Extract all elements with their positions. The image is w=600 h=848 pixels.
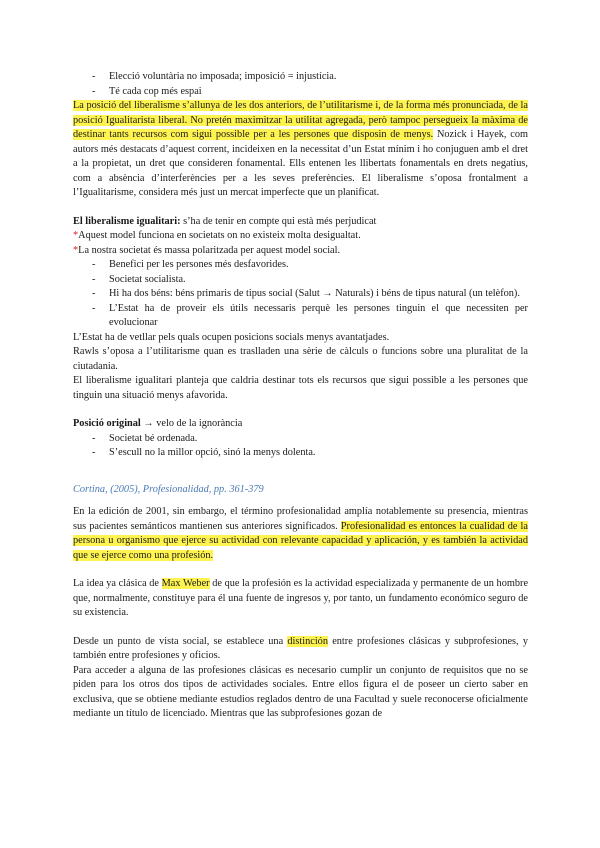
paragraph-text: Desde un punto de vista social, se establece una xyxy=(73,635,288,647)
bold-term: Posició original xyxy=(73,418,141,429)
list-item: - Elecció voluntària no imposada; imposició = injustícia. xyxy=(109,70,528,85)
asterisk-icon: * xyxy=(73,230,79,241)
paragraph-profesionalidad xyxy=(73,505,528,563)
list-item: - Societat bé ordenada. xyxy=(109,432,528,447)
paragraph-liberalisme xyxy=(73,99,528,201)
bold-term: El liberalisme igualitari: xyxy=(73,215,181,227)
paragraph-text: En la edición de 2001, sin embargo, el término profesionalidad amplía notablemente su presencia, mientras sus pacientes semánticos mantienen sus anteriores significados. xyxy=(73,506,528,532)
list-item: - Benefici per les persones més desfavorides. xyxy=(109,258,528,273)
reference-title: Cortina, (2005), Profesionalidad, pp. 361-379 xyxy=(73,483,264,495)
paragraph-text: de que la profesión es la actividad especializada y permanente de un hombre que, normalmente, constituye para él una fuente de ingresos y, por tanto, un fundamento económico seguro de su existencia. xyxy=(73,578,529,618)
paragraph-text: La idea ya clásica de xyxy=(73,578,162,589)
paragraph-distincion xyxy=(73,635,528,664)
highlighted-text: distinción xyxy=(287,635,328,647)
note-text: La nostra societat és massa polaritzada per aquest model social. xyxy=(78,244,341,256)
asterisk-icon: * xyxy=(73,244,79,256)
paragraph-text: El liberalisme igualitari planteja que caldria destinar tots els recursos que sigui possible a les persones que tinguin una situació menys afavorida. xyxy=(73,375,528,401)
highlighted-text: La posició del liberalisme s’allunya de les dos anteriors, de l’utilitarisme i, de la forma més pronunciada, de la posició Igualitarista liberal. No pretén maximitzar la utilitat agregada, però tampoc persegueix la màxima de destinar tants recursos com sigui possible per a les persones que disposin de menys. xyxy=(73,100,528,140)
paragraph-max-weber xyxy=(73,577,528,621)
bullet-list-3 xyxy=(73,432,528,461)
document-page xyxy=(73,70,528,722)
section-heading-liberalisme-igualitari xyxy=(73,215,528,230)
paragraph-text: L’Estat ha de vetllar pels quals ocupen posicions socials menys avantatjades. xyxy=(73,331,390,343)
highlighted-text: Profesionalidad es entonces la cualidad de la persona u organismo que ejerce su actividad con relevante capacidad y aplicación, y es también la actividad que se ejerce como una profesión. xyxy=(73,520,528,561)
list-item: - Hi ha dos béns: béns primaris de tipus social (Salut → Naturals) i béns de tipus natural (un telèfon). xyxy=(109,287,528,302)
bullet-list-1 xyxy=(73,70,528,99)
list-item: - Societat socialista. xyxy=(109,273,528,288)
list-item: - L’Estat ha de proveir els útils necessaris perquè les persones tinguin el que necessiten per evolucionar xyxy=(109,302,528,331)
section-heading-posicio-original xyxy=(73,417,528,432)
paragraph-text: Nozick i Hayek, com autors més destacats d’aquest corrent, incideixen en la necessitat d’un Estat mínim i ho conjuguen amb el dret a la propietat, un dret que consideren fonamental. Ells entenen les llibertats fonamentals en drets negatius, com a absència d’interferències per a les seves preferències. El liberalisme s’oposa frontalment a l’Igualitarisme, considera més just un mercat imperfecte que un planificat. xyxy=(73,129,528,198)
heading-text: → velo de la ignorància xyxy=(140,418,243,429)
note-text: Aquest model funciona en societats on no existeix molta desigualtat. xyxy=(78,230,361,241)
paragraph-profesiones-clasicas: Para acceder a alguna de las profesiones clásicas es necesario cumplir un conjunto de requisitos que no se piden para los otros dos tipos de actividades sociales. Entre ellos figura el de poseer un cierto saber en exclusiva, que se obtiene mediante estudios reglados dentro de una Facultad y suele reconocerse oficialmente mediante un título de licenciado. Mientras que las subprofesiones gozan de xyxy=(73,664,528,719)
heading-text: s’ha de tenir en compte qui està més perjudicat xyxy=(180,215,377,227)
list-item: - S’escull no la millor opció, sinó la menys dolenta. xyxy=(109,446,528,461)
paragraph-text: entre profesiones clásicas y subprofesiones, y también entre profesiones y oficios. xyxy=(73,635,528,661)
note-line xyxy=(73,229,528,244)
paragraph-text: Rawls s’oposa a l’utilitarisme quan es traslladen una sèrie de càlculs o funcions sobre una pluralitat de la ciutadania. xyxy=(73,346,528,372)
list-item: - Té cada cop més espai xyxy=(109,85,528,100)
note-line xyxy=(73,244,528,259)
highlighted-text: Max Weber xyxy=(161,578,210,589)
bullet-list-2 xyxy=(73,258,528,331)
